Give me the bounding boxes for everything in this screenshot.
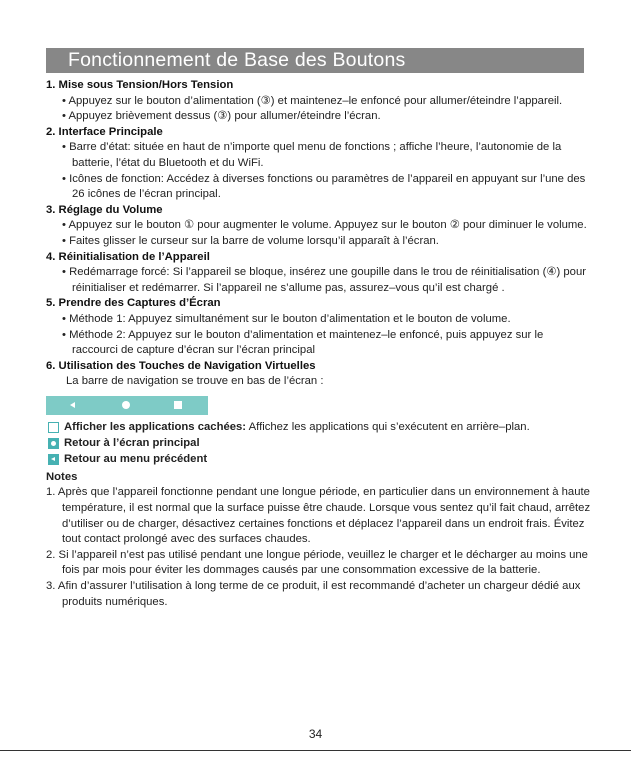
section-heading: 3. Réglage du Volume	[46, 203, 163, 216]
section-power	[46, 78, 591, 125]
list-item: • Barre d’état: située en haut de n’importe quel menu de fonctions ; affiche l’heure, l’autonomie de la batterie, l’état du Bluetooth et du WiFi.	[62, 140, 591, 171]
list-item: • Appuyez brièvement dessus (③) pour allumer/éteindre l’écran.	[62, 109, 591, 125]
legend-label: Afficher les applications cachées:	[64, 420, 247, 433]
back-icon	[70, 402, 75, 408]
list-item: • Faites glisser le curseur sur la barre de volume lorsqu’il apparaît à l’écran.	[62, 234, 591, 250]
back-icon	[48, 454, 59, 465]
legend-desc: Affichez les applications qui s’exécutent en arrière–plan.	[246, 420, 530, 433]
home-icon	[48, 438, 59, 449]
notes-heading: Notes	[46, 470, 78, 483]
page-number: 34	[308, 727, 323, 741]
section-heading: 2. Interface Principale	[46, 125, 163, 138]
recent-apps-icon	[174, 401, 182, 409]
navigation-bar-illustration	[46, 396, 208, 415]
content	[46, 78, 591, 610]
note-item: 1. Après que l’appareil fonctionne pendant une longue période, en particulier dans un environnement à haute température, il est normal que la surface puisse être chaude. Lorsque vous sentez qu’il fait chaud, arrêtez d’utiliser ou de charger, désactivez certaines fonctions et déplacez l’appareil dans un endroit frais. Évitez tout contact prolongé avec des surfaces chaudes.	[46, 486, 591, 546]
section-main-interface	[46, 125, 591, 203]
page-title-bar	[46, 48, 584, 73]
bottom-rule	[0, 750, 631, 751]
section-virtual-nav	[46, 359, 591, 390]
list-item: • Appuyez sur le bouton ① pour augmenter le volume. Appuyez sur le bouton ② pour diminuer le volume.	[62, 218, 591, 234]
legend-item-home	[46, 436, 591, 452]
section-volume	[46, 203, 591, 250]
section-heading: 1. Mise sous Tension/Hors Tension	[46, 79, 234, 91]
list-item: • Méthode 2: Appuyez sur le bouton d’alimentation et maintenez–le enfoncé, puis appuyez sur le raccourci de capture d’écran sur l’écran principal	[62, 328, 591, 359]
section-heading: 5. Prendre des Captures d’Écran	[46, 297, 221, 310]
list-item: • Méthode 1: Appuyez simultanément sur le bouton d’alimentation et le bouton de volume.	[62, 312, 591, 328]
list-item: • Icônes de fonction: Accédez à diverses fonctions ou paramètres de l’appareil en appuyant sur l’une des 26 icônes de l’écran principal.	[62, 172, 591, 203]
recent-apps-icon	[48, 422, 59, 433]
legend-label: Retour à l’écran principal	[64, 436, 200, 449]
section-text: La barre de navigation se trouve en bas de l’écran :	[66, 375, 324, 388]
section-heading: 4. Réinitialisation de l’Appareil	[46, 250, 210, 263]
section-heading: 6. Utilisation des Touches de Navigation Virtuelles	[46, 359, 316, 372]
legend-label: Retour au menu précédent	[64, 452, 208, 465]
list-item: • Redémarrage forcé: Si l’appareil se bloque, insérez une goupille dans le trou de réinitialisation (④) pour réinitialiser et redémarrer. Si l’appareil ne s’allume pas, assurez–vous qu’il est chargé .	[62, 265, 591, 296]
list-item: • Appuyez sur le bouton d’alimentation (③) et maintenez–le enfoncé pour allumer/éteindre l’appareil.	[62, 94, 591, 110]
page-title: Fonctionnement de Base des Boutons	[68, 49, 406, 71]
legend-item-back	[46, 452, 591, 468]
home-icon	[122, 401, 130, 409]
legend-item-recent	[46, 420, 591, 436]
nav-legend	[46, 420, 591, 468]
note-item: 2. Si l’appareil n’est pas utilisé pendant une longue période, veuillez le charger et le décharger au moins une fois par mois pour éviter les dommages causés par une consommation excessive de la batterie.	[46, 548, 588, 577]
note-item: 3. Afin d’assurer l’utilisation à long terme de ce produit, il est recommandé d’acheter un chargeur dédié aux produits numériques.	[46, 580, 581, 608]
section-screenshot	[46, 296, 591, 358]
section-reset	[46, 250, 591, 297]
notes-section	[46, 470, 591, 610]
